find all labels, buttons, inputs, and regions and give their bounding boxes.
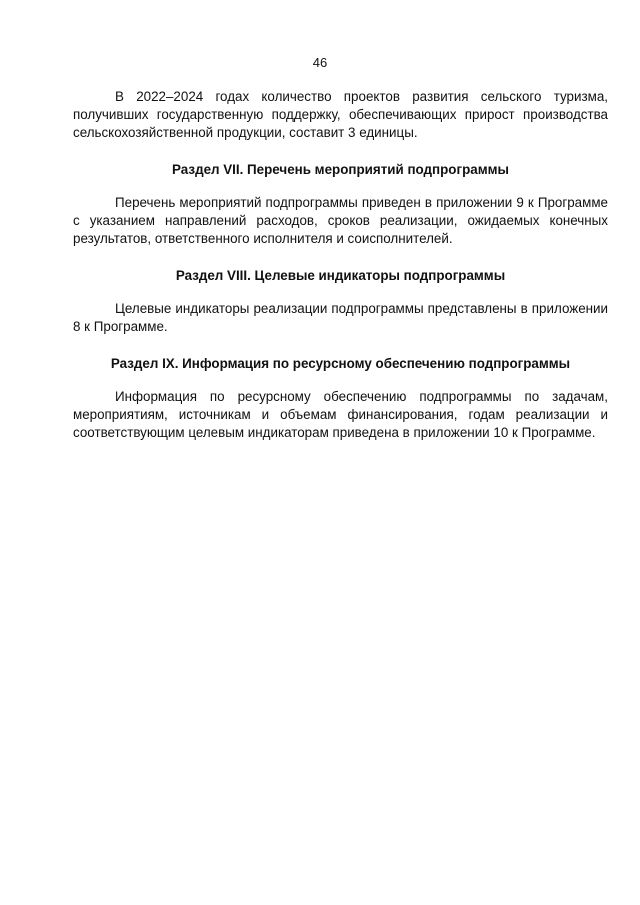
document-body — [73, 88, 608, 442]
section-8-paragraph: Целевые индикаторы реализации подпрограммы представлены в приложении 8 к Программе. — [73, 301, 608, 334]
section-7-paragraph: Перечень мероприятий подпрограммы приведен в приложении 9 к Программе с указанием направлений расходов, сроков реализации, ожидаемых конечных результатов, ответственного исполнителя и соисполнителей. — [73, 195, 608, 246]
intro-paragraph: В 2022–2024 годах количество проектов развития сельского туризма, получивших государственную поддержку, обеспечивающих прирост производства сельскохозяйственной продукции, составит 3 единицы. — [73, 89, 608, 140]
section-9-heading: Раздел IX. Информация по ресурсному обеспечению подпрограммы — [110, 356, 571, 371]
section-9-paragraph: Информация по ресурсному обеспечению подпрограммы по задачам, мероприятиям, источникам и объемам финансирования, годам реализации и соответствующим целевым индикаторам приведена в приложении 10 к Программе. — [73, 389, 608, 440]
section-8-heading: Раздел VIII. Целевые индикаторы подпрограммы — [175, 268, 506, 283]
page-number: 46 — [312, 55, 328, 70]
section-7-heading: Раздел VII. Перечень мероприятий подпрограммы — [172, 162, 509, 177]
